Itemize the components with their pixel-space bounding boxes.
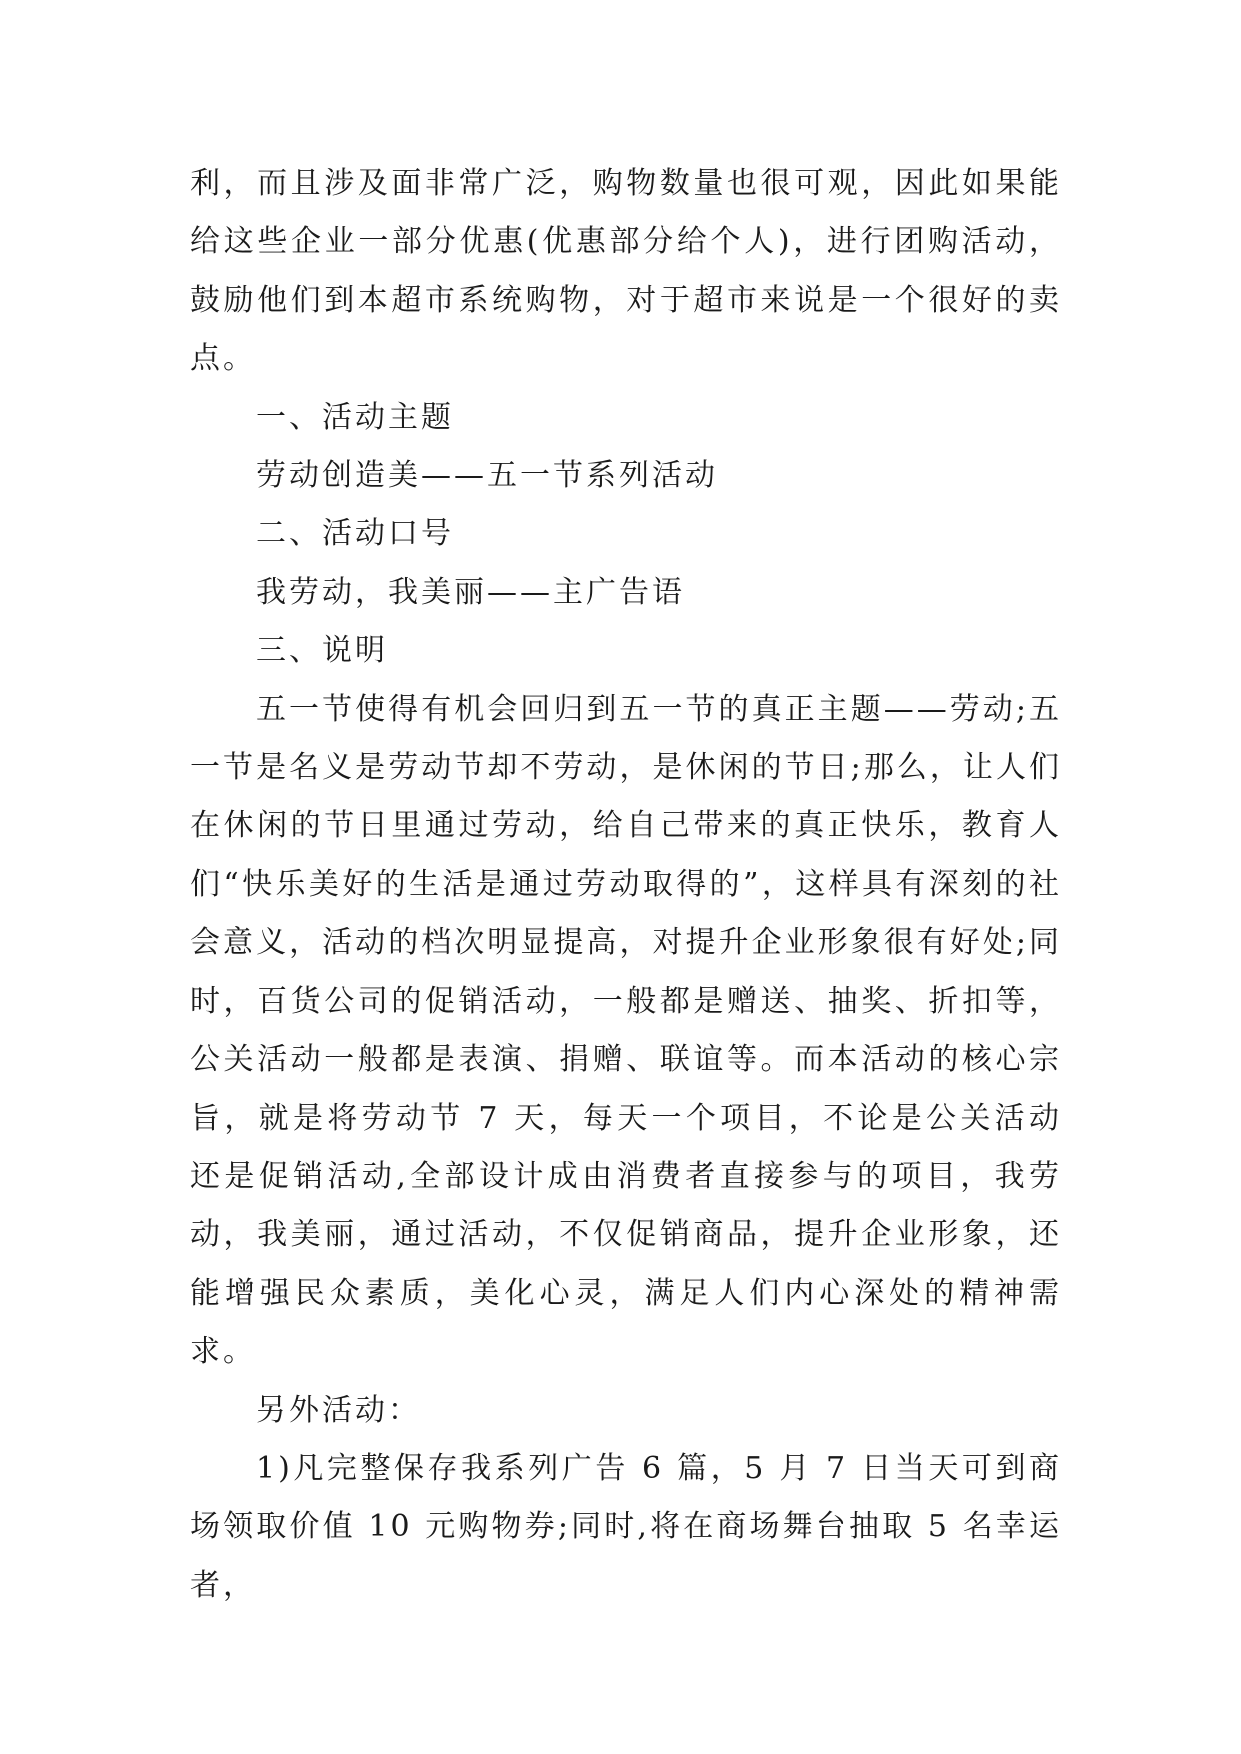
heading-activity-slogan: 二、活动口号 xyxy=(256,516,454,552)
paragraph-intro-continuation: 利，而且涉及面非常广泛，购物数量也很可观，因此如果能给这些企业一部分优惠(优惠部分给个人)，进行团购活动，鼓励他们到本超市系统购物，对于超市来说是一个很好的卖点。 xyxy=(190,166,1062,377)
heading-explanation: 三、说明 xyxy=(256,633,388,669)
heading-activity-theme: 一、活动主题 xyxy=(256,399,454,435)
paragraph-explanation: 五一节使得有机会回归到五一节的真正主题——劳动;五一节是名义是劳动节却不劳动，是休闲的节日;那么，让人们在休闲的节日里通过劳动，给自己带来的真正快乐，教育人们“快乐美好的生活是通过劳动取得的”，这样具有深刻的社会意义，活动的档次明显提高，对提升企业形象很有好处;同时，百货公司的促销活动，一般都是赠送、抽奖、折扣等，公关活动一般都是表演、捐赠、联谊等。而本活动的核心宗旨，就是将劳动节 7 天，每天一个项目，不论是公关活动还是促销活动,全部设计成由消费者直接参与的项目，我劳动，我美丽，通过活动，不仅促销商品，提升企业形象，还能增强民众素质，美化心灵，满足人们内心深处的精神需求。 xyxy=(190,691,1062,1370)
document-body xyxy=(190,155,1062,1615)
paragraph-activity-theme: 劳动创造美——五一节系列活动 xyxy=(256,458,718,494)
paragraph-activity-slogan: 我劳动，我美丽——主广告语 xyxy=(256,574,685,610)
heading-additional-activities: 另外活动： xyxy=(256,1392,421,1428)
list-item-additional-activity-1: 1)凡完整保存我系列广告 6 篇，5 月 7 日当天可到商场领取价值 10 元购物券;同时,将在商场舞台抽取 5 名幸运者， xyxy=(190,1450,1062,1603)
